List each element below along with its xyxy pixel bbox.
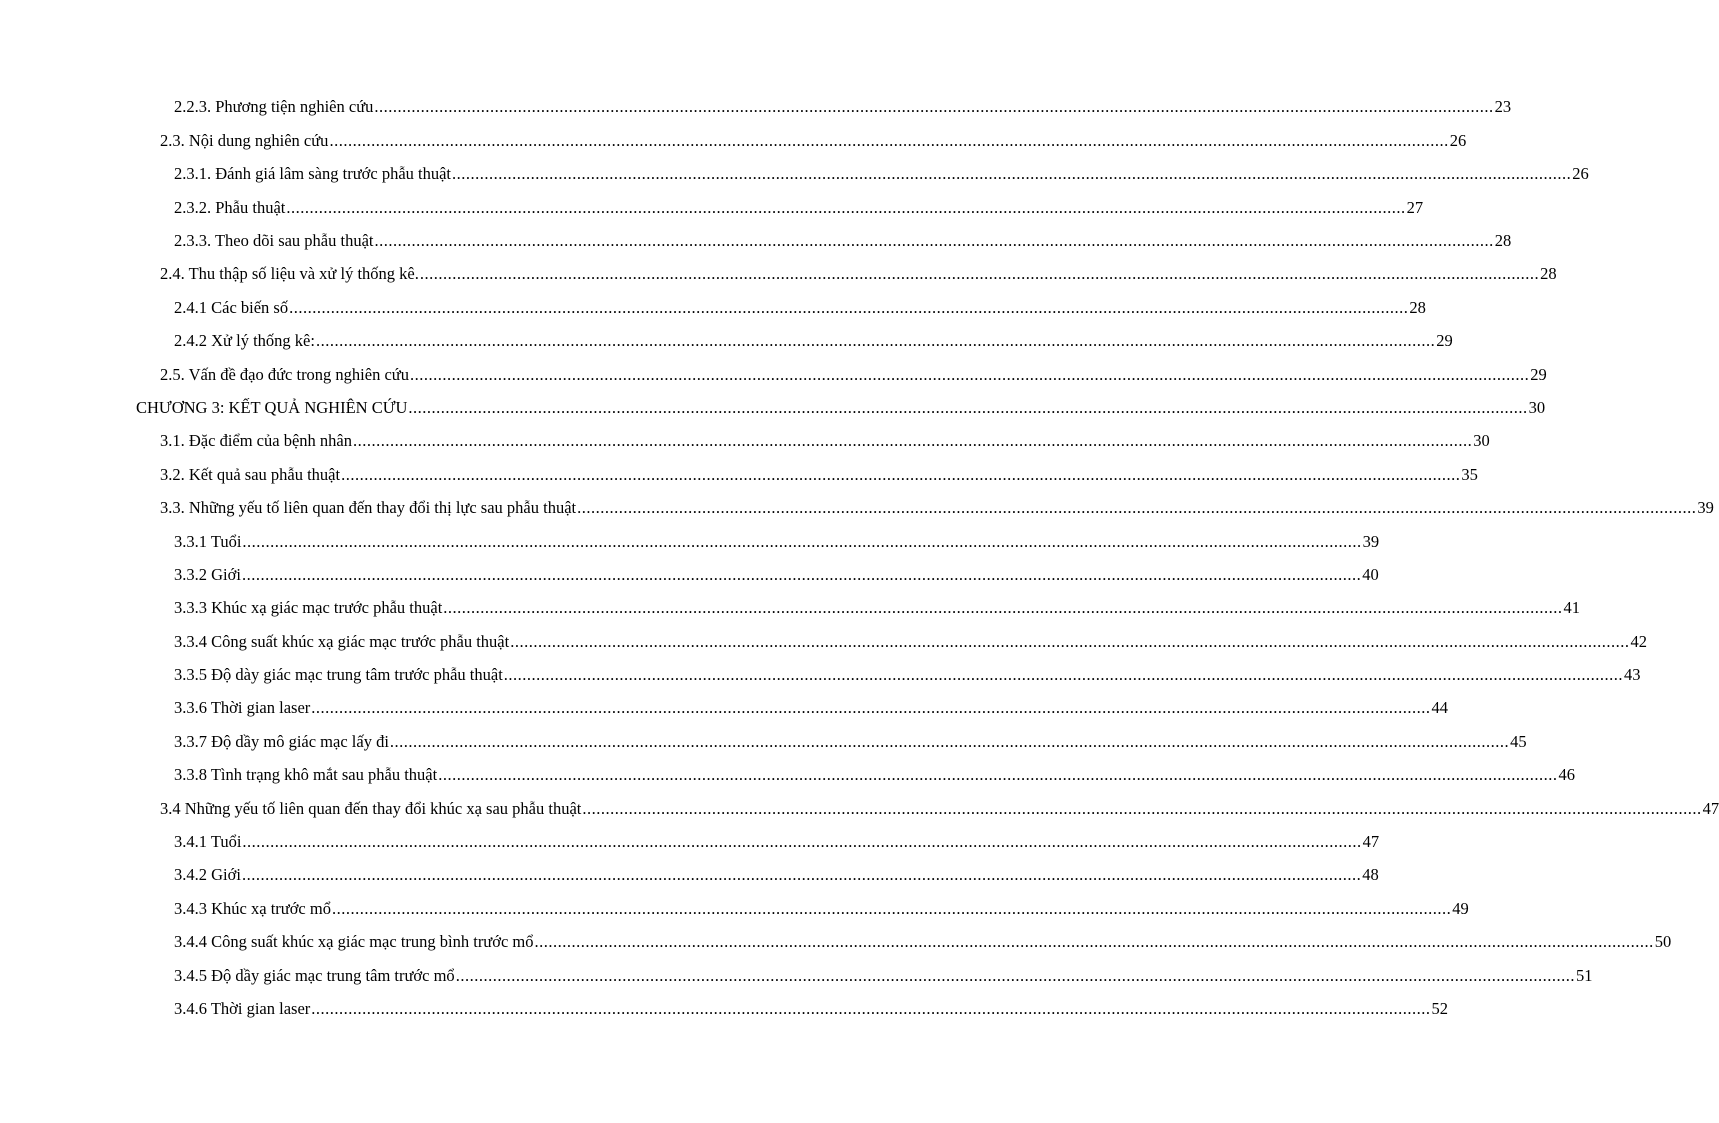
toc-dot-leader: [242, 867, 1361, 884]
toc-dot-leader: [408, 400, 1527, 417]
toc-entry-page-number: 26: [1449, 130, 1467, 150]
toc-entry-title: 3.3.3 Khúc xạ giác mạc trước phẫu thuật: [174, 598, 443, 618]
toc-entry-title: 3.4.3 Khúc xạ trước mổ: [174, 898, 331, 918]
toc-entry-line: [174, 998, 1449, 1018]
toc-entry-page-number: 49: [1452, 898, 1469, 918]
toc-dot-leader: [420, 266, 1539, 283]
toc-dot-leader: [374, 99, 1493, 116]
toc-entry[interactable]: [0, 91, 1512, 124]
toc-entry-title: 3.4.1 Tuổi: [174, 832, 242, 852]
toc-dot-leader: [510, 634, 1629, 651]
toc-entry-line: [174, 765, 1575, 785]
toc-entry-line: [160, 798, 1719, 818]
toc-dot-leader: [504, 667, 1623, 684]
toc-entry-page-number: 47: [1702, 798, 1719, 818]
toc-entry[interactable]: [0, 525, 1380, 558]
toc-entry-line: [160, 364, 1547, 384]
toc-entry-line: [174, 631, 1647, 651]
toc-entry[interactable]: [0, 926, 1672, 959]
toc-entry[interactable]: [0, 358, 1547, 391]
toc-entry-page-number: 29: [1436, 331, 1453, 351]
toc-entry[interactable]: [0, 692, 1449, 725]
toc-dot-leader: [456, 968, 1575, 985]
toc-entry-line: [174, 564, 1379, 584]
toc-entry-title: 3.4.4 Công suất khúc xạ giác mạc trung bình trước mổ: [174, 932, 534, 952]
toc-entry-title: 3.4.2 Giới: [174, 865, 241, 885]
toc-entry-title: 2.3.3. Theo dõi sau phẫu thuật: [174, 231, 374, 250]
toc-entry[interactable]: [0, 826, 1380, 859]
toc-entry[interactable]: [0, 892, 1469, 925]
toc-entry-page-number: 30: [1528, 397, 1546, 417]
toc-entry[interactable]: [0, 258, 1557, 291]
toc-entry[interactable]: [0, 492, 1714, 525]
toc-dot-leader: [443, 600, 1562, 617]
toc-entry-title: 2.4.1 Các biến số: [174, 297, 289, 317]
toc-entry-page-number: 50: [1654, 932, 1672, 952]
toc-entry-line: [160, 498, 1714, 518]
table-of-contents: [0, 91, 1719, 1026]
toc-entry-line: [160, 130, 1467, 150]
toc-entry-line: [174, 698, 1449, 718]
toc-entry[interactable]: [0, 124, 1467, 157]
toc-entry-line: [160, 264, 1557, 284]
toc-entry[interactable]: [0, 558, 1379, 591]
toc-dot-leader: [242, 567, 1361, 584]
toc-dot-leader: [438, 767, 1557, 784]
toc-entry[interactable]: [0, 425, 1490, 458]
toc-entry-title: 3.4.6 Thời gian laser: [174, 998, 311, 1018]
toc-dot-leader: [332, 901, 1451, 918]
toc-entry-page-number: 35: [1461, 464, 1478, 484]
toc-entry-title: 3.4.5 Độ dầy giác mạc trung tâm trước mổ: [174, 965, 455, 985]
toc-entry-title: 3.3.1 Tuổi: [174, 531, 242, 551]
toc-entry-page-number: 28: [1409, 297, 1426, 317]
toc-entry-line: [174, 197, 1424, 217]
toc-entry-line: [174, 898, 1469, 918]
toc-entry-line: [174, 865, 1379, 885]
toc-entry[interactable]: [0, 725, 1527, 758]
toc-dot-leader: [289, 300, 1408, 317]
toc-entry-title: 3.3.4 Công suất khúc xạ giác mạc trước phẫu thuật: [174, 631, 510, 651]
toc-entry-page-number: 51: [1575, 965, 1593, 985]
toc-entry-title: 3.3.2 Giới: [174, 564, 241, 584]
toc-entry[interactable]: [0, 759, 1575, 792]
toc-dot-leader: [353, 433, 1472, 450]
toc-entry-page-number: 28: [1494, 231, 1512, 250]
toc-entry-line: [160, 431, 1490, 451]
toc-entry-page-number: 28: [1540, 264, 1557, 284]
toc-entry[interactable]: [0, 291, 1426, 324]
toc-entry-line: [174, 331, 1453, 351]
toc-entry[interactable]: [0, 792, 1719, 825]
toc-entry[interactable]: [0, 959, 1593, 992]
toc-entry-page-number: 45: [1510, 731, 1527, 751]
toc-entry-title: 2.4.2 Xử lý thống kê:: [174, 331, 315, 351]
toc-entry-page-number: 29: [1530, 364, 1547, 384]
toc-entry-page-number: 41: [1563, 598, 1581, 618]
toc-entry[interactable]: [0, 225, 1512, 258]
toc-dot-leader: [582, 801, 1701, 818]
toc-entry-title: 2.3.1. Đánh giá lâm sàng trước phẫu thuật: [174, 164, 452, 184]
toc-entry[interactable]: [0, 592, 1581, 625]
toc-entry-page-number: 23: [1494, 97, 1512, 117]
toc-entry-line: [136, 397, 1546, 417]
toc-entry[interactable]: [0, 458, 1478, 491]
toc-entry-title: 3.3.7 Độ dầy mô giác mạc lấy đi: [174, 731, 389, 751]
toc-entry-title: 3.3.8 Tình trạng khô mắt sau phẫu thuật: [174, 765, 438, 785]
toc-dot-leader: [242, 834, 1361, 851]
toc-entry-page-number: 52: [1431, 998, 1449, 1018]
toc-entry[interactable]: [0, 659, 1641, 692]
toc-entry[interactable]: [0, 191, 1424, 224]
toc-dot-leader: [311, 700, 1430, 717]
toc-entry-title: 3.3.5 Độ dày giác mạc trung tâm trước phẫu thuật: [174, 665, 503, 685]
toc-entry[interactable]: [0, 392, 1546, 425]
toc-entry-line: [174, 665, 1641, 685]
toc-dot-leader: [452, 166, 1571, 183]
toc-entry-title: 2.3.2. Phẫu thuật: [174, 197, 286, 217]
toc-dot-leader: [577, 500, 1696, 517]
toc-entry-page-number: 42: [1630, 631, 1647, 651]
toc-dot-leader: [242, 534, 1361, 551]
toc-entry[interactable]: [0, 158, 1589, 191]
toc-entry[interactable]: [0, 859, 1379, 892]
toc-entry[interactable]: [0, 625, 1647, 658]
toc-entry-page-number: 47: [1362, 832, 1380, 852]
toc-entry-page-number: 43: [1624, 665, 1641, 685]
toc-entry-line: [174, 164, 1589, 184]
toc-entry-line: [174, 932, 1672, 952]
toc-entry-title: CHƯƠNG 3: KẾT QUẢ NGHIÊN CỨU: [136, 397, 408, 417]
toc-entry-line: [174, 97, 1512, 117]
toc-entry-title: 3.3. Những yếu tố liên quan đến thay đổi thị lực sau phẫu thuật: [160, 498, 577, 518]
toc-entry-title: 3.1. Đặc điểm của bệnh nhân: [160, 431, 352, 451]
toc-dot-leader: [286, 200, 1405, 217]
toc-entry-line: [174, 531, 1380, 551]
toc-dot-leader: [311, 1001, 1430, 1018]
toc-entry-page-number: 46: [1558, 765, 1575, 785]
toc-dot-leader: [410, 367, 1529, 384]
toc-entry-title: 3.3.6 Thời gian laser: [174, 698, 311, 718]
toc-entry-page-number: 26: [1572, 164, 1589, 184]
toc-entry-title: 2.3. Nội dung nghiên cứu: [160, 130, 329, 150]
toc-dot-leader: [390, 734, 1509, 751]
toc-entry-page-number: 39: [1697, 498, 1714, 518]
toc-entry-title: 2.4. Thu thập số liệu và xử lý thống kê.: [160, 264, 419, 284]
toc-entry-line: [174, 965, 1593, 985]
toc-entry-line: [174, 297, 1426, 317]
toc-dot-leader: [329, 133, 1448, 150]
toc-entry-title: 2.5. Vấn đề đạo đức trong nghiên cứu: [160, 364, 409, 384]
toc-entry[interactable]: [0, 993, 1449, 1026]
toc-entry-title: 3.4 Những yếu tố liên quan đến thay đổi khúc xạ sau phẫu thuật: [160, 798, 582, 818]
toc-entry-page-number: 40: [1362, 564, 1379, 584]
toc-entry-line: [160, 464, 1478, 484]
toc-dot-leader: [341, 467, 1460, 484]
toc-entry-line: [174, 731, 1527, 751]
toc-entry-page-number: 30: [1473, 431, 1490, 451]
toc-entry-title: 3.2. Kết quả sau phẫu thuật: [160, 464, 341, 484]
toc-dot-leader: [535, 934, 1654, 951]
toc-entry-line: [174, 231, 1512, 250]
toc-entry-page-number: 44: [1431, 698, 1449, 718]
toc-entry-line: [174, 832, 1380, 852]
toc-entry-line: [174, 598, 1581, 618]
toc-entry-page-number: 39: [1362, 531, 1380, 551]
toc-entry-page-number: 48: [1362, 865, 1379, 885]
toc-entry-title: 2.2.3. Phương tiện nghiên cứu: [174, 97, 374, 117]
toc-entry[interactable]: [0, 325, 1453, 358]
toc-dot-leader: [375, 233, 1494, 250]
toc-entry-page-number: 27: [1406, 197, 1424, 217]
toc-dot-leader: [316, 333, 1435, 350]
